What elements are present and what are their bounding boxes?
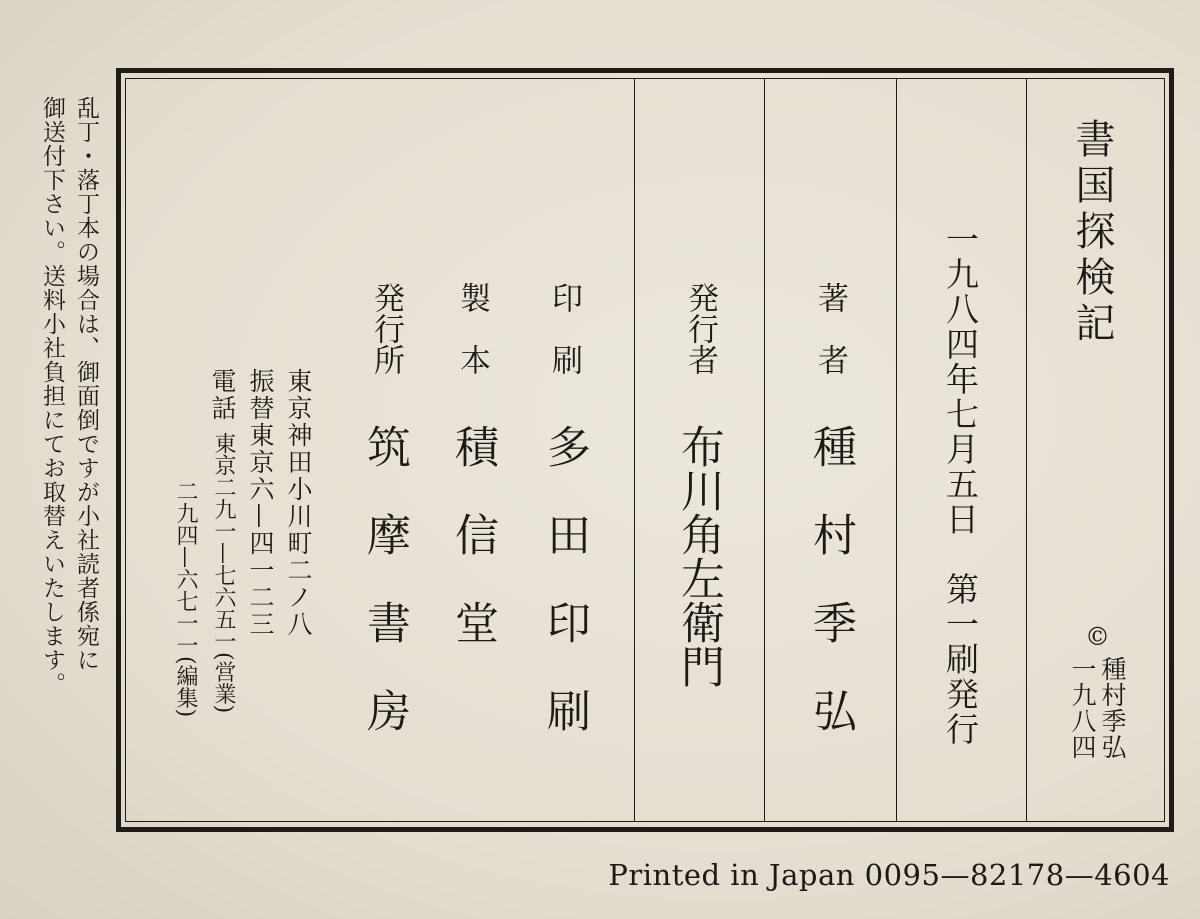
author-name: 種 村 季 弘 [805,424,856,732]
copyright-symbol: © [1083,622,1112,652]
binder-name: 積 信 堂 [447,424,498,644]
column-divider [896,78,897,822]
column-divider [1026,78,1027,822]
column-divider [634,78,635,822]
publisher-address: 東京神田小川町二ノ八 [284,368,313,638]
phone-sales: 東京二九一—七六五一(営業) [211,432,236,714]
binder-label: 製 本 [454,282,490,375]
publisher-person-name: 布川角左衛門 [673,424,724,688]
phone-editorial: 二九四—六七一一(編集) [173,480,198,718]
misprint-notice-line2: 御送付下さい。送料小社負担にてお取替えいたします。 [39,96,65,696]
misprint-notice-line1: 乱丁・落丁本の場合は、御面倒ですが小社読者係宛に [73,96,99,672]
printer-name: 多 田 印 刷 [539,424,590,732]
copyright-holder: 種村季弘 [1098,656,1127,760]
colophon-inner-border [125,78,1165,822]
author-label: 著 者 [812,282,848,375]
transfer-account: 振替東京六—四一二三 [246,368,275,638]
publication-date: 一九八四年七月五日 第一刷発行 [941,222,980,747]
printer-label: 印 刷 [546,282,582,375]
column-divider [764,78,765,822]
printed-in-japan-code: Printed in Japan 0095—82178—4604 [608,858,1170,892]
publishing-house-name: 筑 摩 書 房 [359,424,410,732]
publishing-house-label: 発行所 [368,282,404,375]
publisher-person-label: 発行者 [682,282,718,375]
phone-label: 電話 [208,368,237,422]
book-title: 書国探検記 [1069,118,1115,348]
copyright-year: 一九八四 [1068,656,1097,760]
